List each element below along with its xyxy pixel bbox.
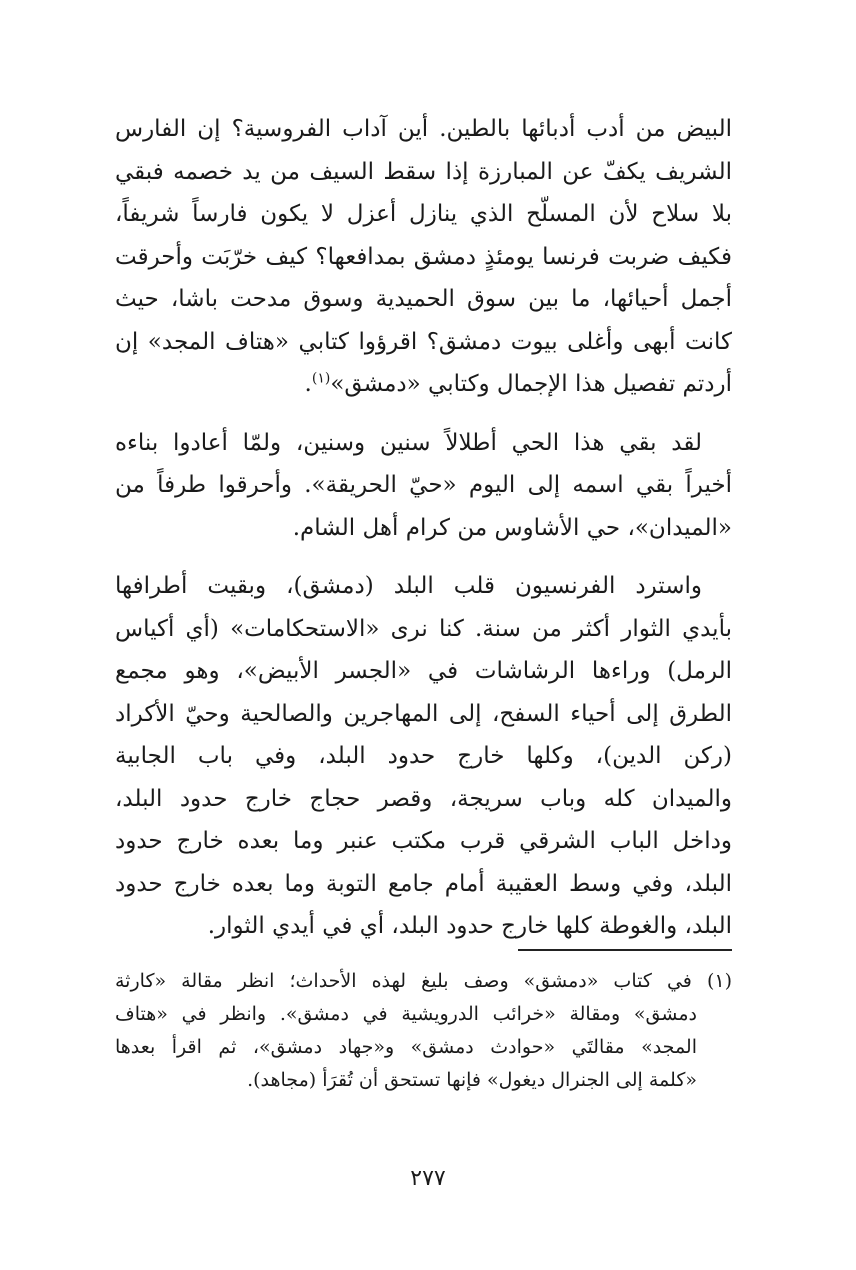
paragraph-1 [115, 108, 732, 406]
footnote-line: (١) في كتاب «دمشق» وصف بليغ لهذه الأحداث؛ انظر مقالة «كارثة [115, 970, 732, 992]
text-line: وداخل الباب الشرقي قرب مكتب عنبر وما بعده خارج حدود [115, 828, 732, 854]
text-line: بأيدي الثوار أكثر من سنة. كنا نرى «الاستحكامات» (أي أكياس [115, 615, 732, 642]
paragraph-2 [115, 422, 732, 550]
footnote-separator [518, 949, 732, 951]
text-line: واسترد الفرنسيون قلب البلد (دمشق)، وبقيت أطرافها [115, 573, 702, 599]
sentence-end: . [304, 371, 312, 397]
footnote-line: المجد» مقالتَي «حوادث دمشق» و«جهاد دمشق»، ثم اقرأ بعدها [115, 1036, 697, 1058]
text-line: الرمل) وراءها الرشاشات في «الجسر الأبيض»، وهو مجمع [115, 658, 732, 684]
footnote-block [115, 965, 732, 1097]
footnote-line: «كلمة إلى الجنرال ديغول» فإنها تستحق أن تُقرَأ (مجاهد). [247, 1069, 697, 1091]
text-line: «الميدان»، حي الأشاوس من كرام أهل الشام. [292, 514, 732, 541]
text-line: البلد، وفي وسط العقيبة أمام جامع التوبة وما بعده خارج حدود [115, 870, 732, 897]
text-line: لقد بقي هذا الحي أطلالاً سنين وسنين، ولمّا أعادوا بناءه [115, 429, 702, 456]
footnote-line: دمشق» ومقالة «خرائب الدرويشية في دمشق». وانظر في «هتاف [115, 1003, 697, 1025]
text-line: البيض من أدب أدبائها بالطين. أين آداب الفروسية؟ إن الفارس [115, 116, 732, 142]
text-line: والميدان كله وباب سريجة، وقصر حجاج خارج حدود البلد، [115, 785, 732, 812]
text-line: أجمل أحيائها، ما بين سوق الحميدية وسوق مدحت باشا، حيث [115, 286, 732, 312]
page-body [115, 108, 732, 964]
text-line-content: أردتم تفصيل هذا الإجمال وكتابي «دمشق» [330, 371, 732, 397]
text-line: كانت أبهى وأغلى بيوت دمشق؟ اقرؤوا كتابي «هتاف المجد» إن [115, 328, 732, 355]
text-line: البلد، والغوطة كلها خارج حدود البلد، أي في أيدي الثوار. [207, 913, 732, 939]
text-line: (ركن الدين)، وكلها خارج حدود البلد، وفي باب الجابية [115, 743, 732, 769]
paragraph-3 [115, 565, 732, 948]
text-line: فكيف ضربت فرنسا يومئذٍ دمشق بمدافعها؟ كيف خرّبَت وأحرقت [115, 243, 732, 270]
page-number: ٢٧٧ [410, 1166, 446, 1191]
text-line: الطرق إلى أحياء السفح، إلى المهاجرين والصالحية وحيّ الأكراد [115, 700, 732, 727]
text-line: بلا سلاح لأن المسلّح الذي ينازل أعزل لا يكون فارساً شريفاً، [115, 201, 732, 227]
text-line: أخيراً بقي اسمه إلى اليوم «حيّ الحريقة». وأحرقوا طرفاً من [115, 472, 732, 498]
text-line: الشريف يكفّ عن المبارزة إذا سقط السيف من يد خصمه فبقي [115, 158, 732, 185]
footnote-reference[interactable]: (١) [311, 370, 331, 387]
text-line [115, 363, 732, 406]
